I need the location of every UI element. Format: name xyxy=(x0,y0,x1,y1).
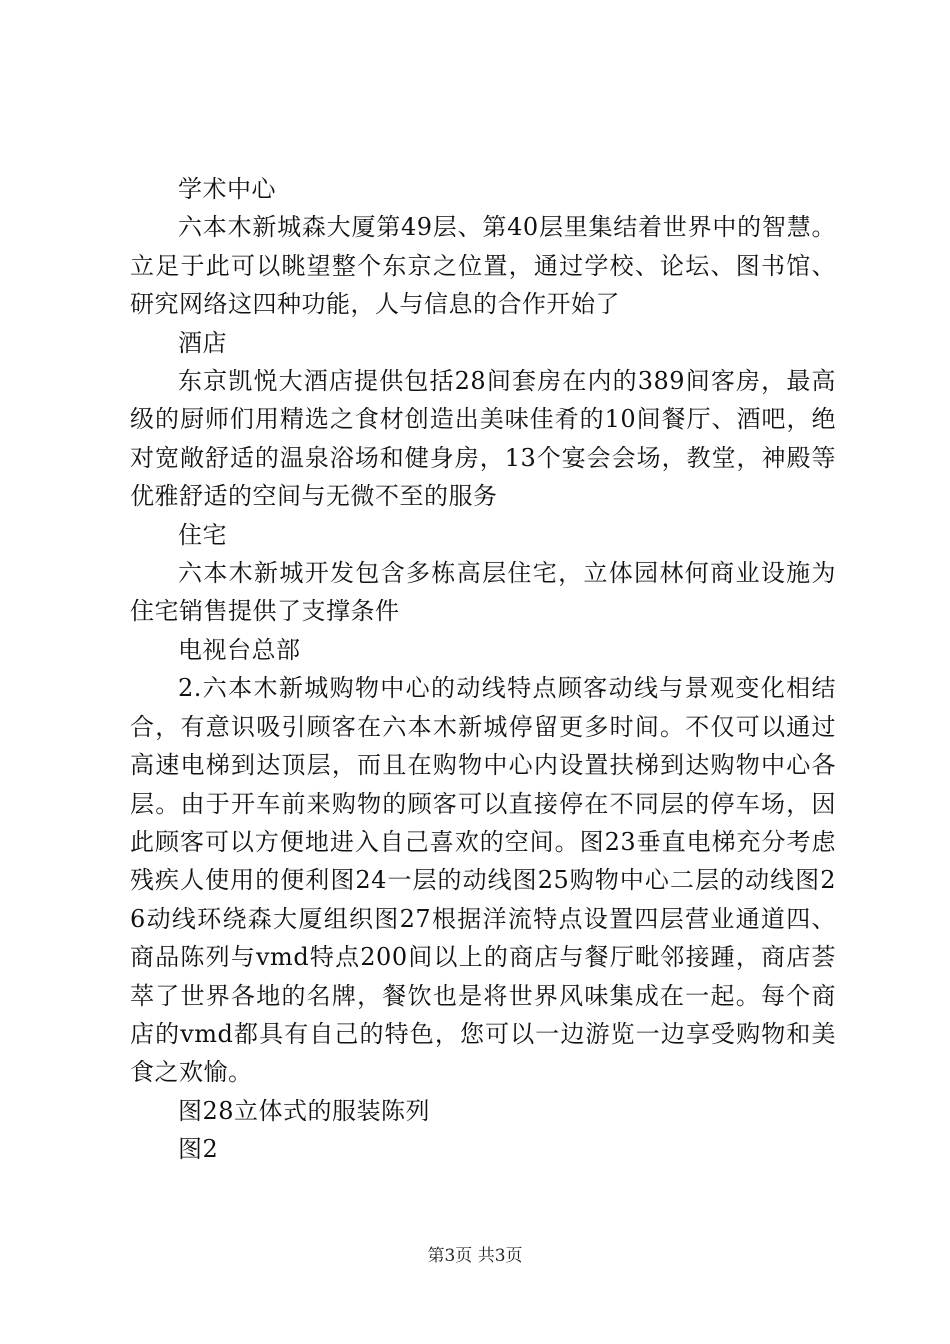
page-number-footer: 第3页 共3页 xyxy=(427,1246,523,1266)
document-body xyxy=(130,170,836,1169)
heading-academic-center: 学术中心 xyxy=(178,175,276,203)
heading-tv-headquarters: 电视台总部 xyxy=(178,635,301,664)
figure-caption-2: 图2 xyxy=(178,1135,219,1164)
heading-hotel: 酒店 xyxy=(178,328,227,357)
heading-residence: 住宅 xyxy=(178,520,227,549)
figure-caption-28: 图28立体式的服装陈列 xyxy=(178,1096,431,1125)
paragraph-residence: 六本木新城开发包含多栋高层住宅，立体园林何商业设施为住宅销售提供了支撑条件 xyxy=(130,559,836,626)
paragraph-shopping-center: 2.六本木新城购物中心的动线特点顾客动线与景观变化相结合，有意识吸引顾客在六本木新城停留更多时间。不仅可以通过高速电梯到达顶层，而且在购物中心内设置扶梯到达购物中心各层。由于开车前来购物的顾客可以直接停在不同层的停车场，因此顾客可以方便地进入自己喜欢的空间。图23垂直电梯充分考虑残疾人使用的便利图24一层的动线图25购物中心二层的动线图26动线环绕森大厦组织图27根据洋流特点设置四层营业通道四、商品陈列与vmd特点200间以上的商店与餐厅毗邻接踵，商店荟萃了世界各地的名牌，餐饮也是将世界风味集成在一起。每个商店的vmd都具有自己的特色，您可以一边游览一边享受购物和美食之欢愉。 xyxy=(130,674,836,1087)
paragraph-hotel: 东京凯悦大酒店提供包括28间套房在内的389间客房，最高级的厨师们用精选之食材创造出美味佳肴的10间餐厅、酒吧，绝对宽敞舒适的温泉浴场和健身房，13个宴会会场，教堂，神殿等优雅舒适的空间与无微不至的服务 xyxy=(130,367,836,511)
paragraph-academic-center: 六本木新城森大厦第49层、第40层里集结着世界中的智慧。立足于此可以眺望整个东京之位置，通过学校、论坛、图书馆、研究网络这四种功能，人与信息的合作开始了 xyxy=(130,213,836,319)
